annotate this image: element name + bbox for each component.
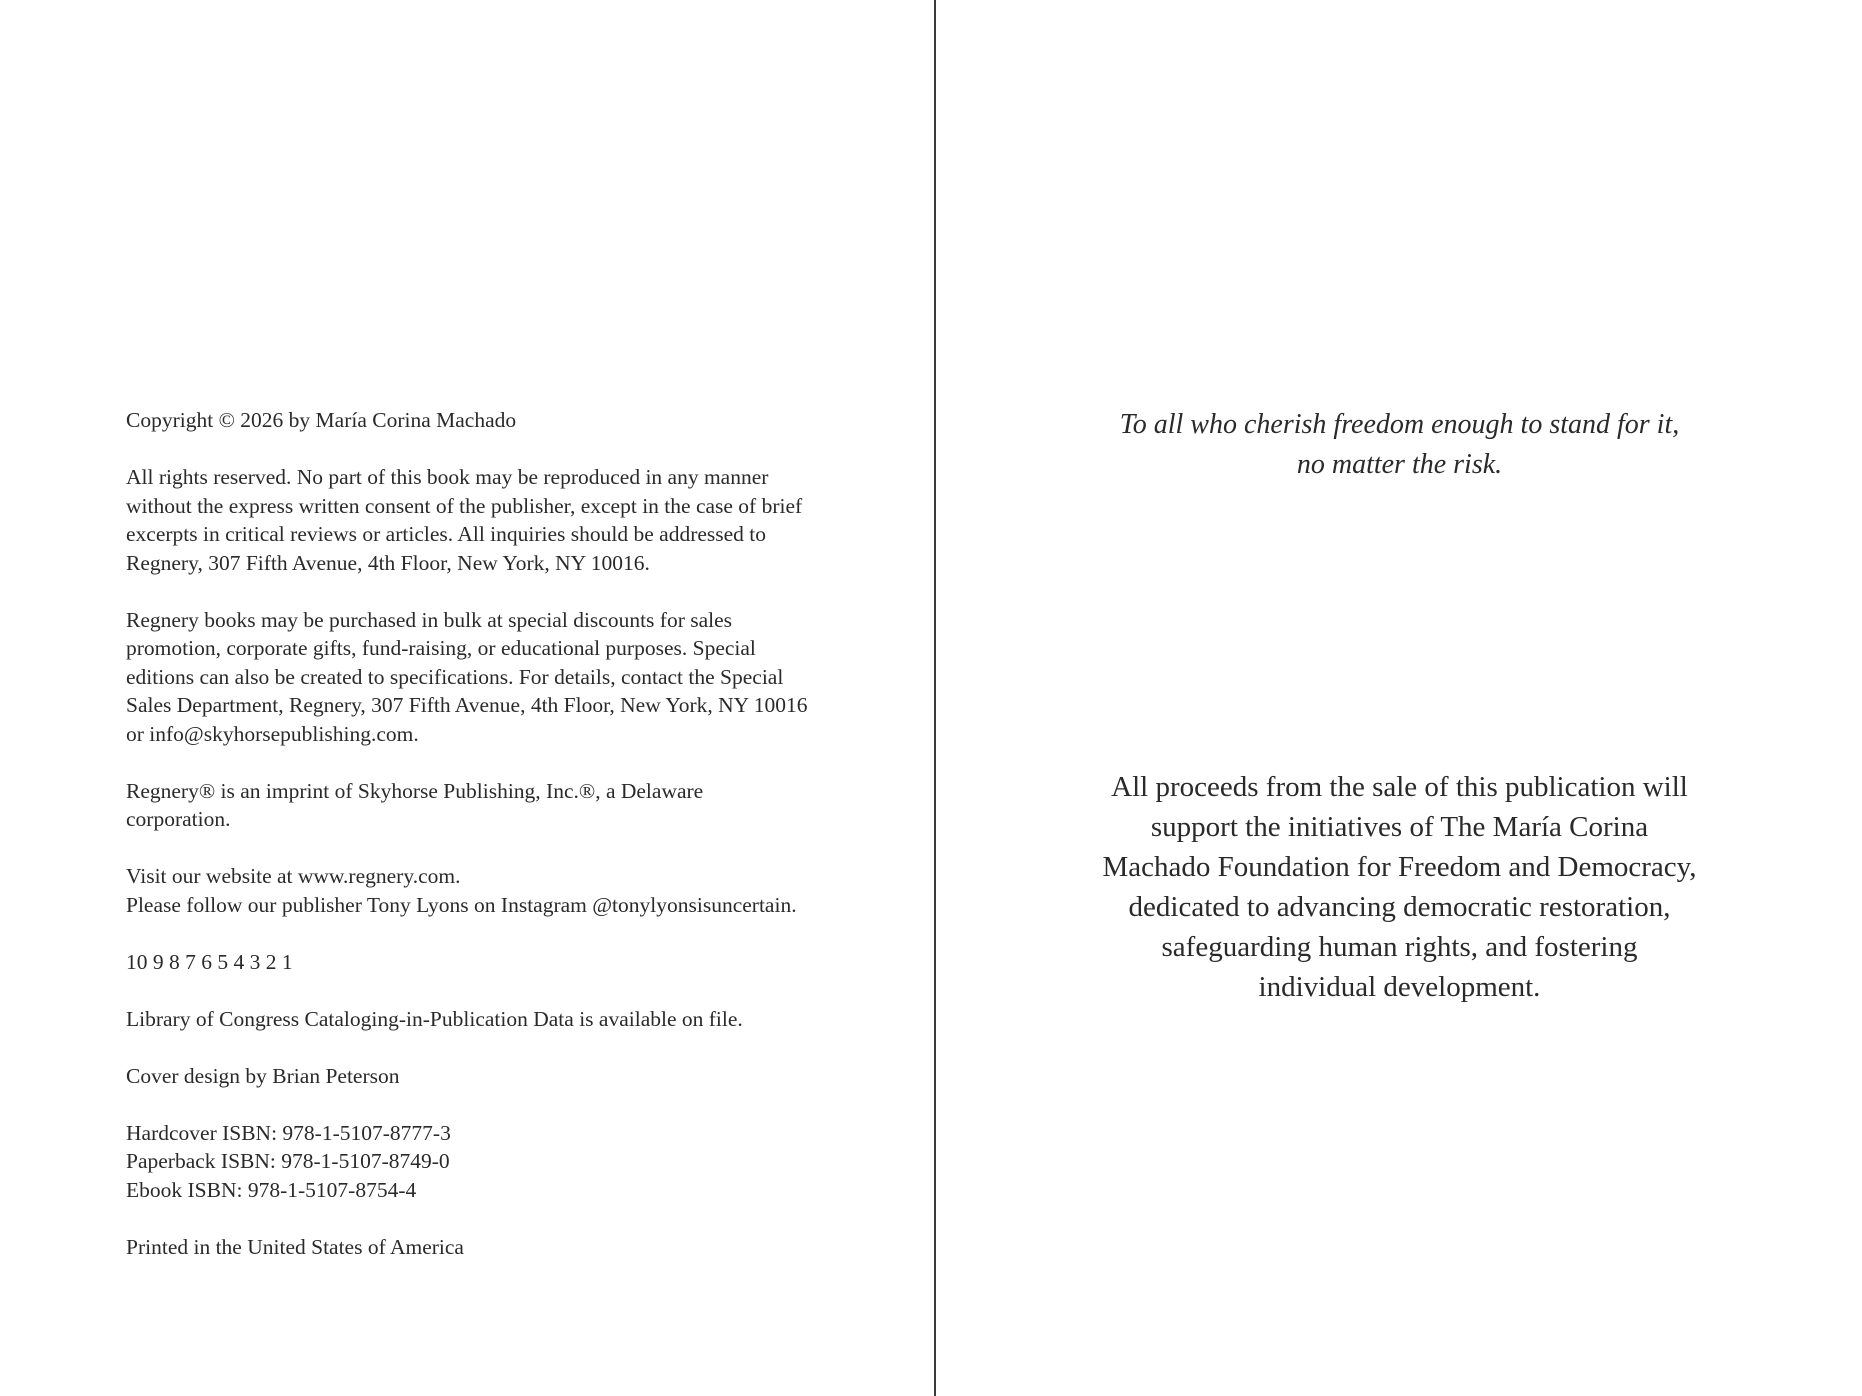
website-line: Visit our website at www.regnery.com. [126,864,461,888]
copyright-block [126,406,826,1290]
proceeds-line: safeguarding human rights, and fostering [1161,931,1638,963]
dedication-line: To all who cherish freedom enough to stand for it, [1119,409,1680,440]
proceeds-line: Machado Foundation for Freedom and Democracy, [1102,851,1697,883]
bulk-sales-statement: Regnery books may be purchased in bulk at special discounts for sales promotion, corporate gifts, fund-raising, or educational purposes. Special editions can also be created to specifications. For details, contact the Special Sales Department, Regnery, 307 Fifth Avenue, 4th Floor, New York, NY 10016 or info@skyhorsepublishing.com. [126,607,808,746]
copyright-notice: Copyright © 2026 by María Corina Machado [126,408,517,432]
book-spine-divider [934,0,936,1396]
dedication-page [937,0,1862,1396]
imprint-statement: Regnery® is an imprint of Skyhorse Publishing, Inc.®, a Delaware corporation. [126,778,704,831]
dedication [937,405,1862,485]
proceeds-line: All proceeds from the sale of this publication will [1111,771,1688,803]
dedication-line: no matter the risk. [1296,449,1503,480]
proceeds-line: support the initiatives of The María Corina [1150,811,1649,843]
rights-statement: All rights reserved. No part of this book may be reproduced in any manner without the express written consent of the publisher, except in the case of brief excerpts in critical reviews or articles. All inquiries should be addressed to Regnery, 307 Fifth Avenue, 4th Floor, New York, NY 10016. [126,465,803,575]
isbn-ebook: Ebook ISBN: 978-1-5107-8754-4 [126,1177,417,1202]
isbn-hardcover: Hardcover ISBN: 978-1-5107-8777-3 [126,1120,451,1145]
cip-statement: Library of Congress Cataloging-in-Publication Data is available on file. [126,1006,743,1031]
proceeds-statement [937,767,1862,1007]
proceeds-line: individual development. [1258,971,1541,1003]
isbn-paperback: Paperback ISBN: 978-1-5107-8749-0 [126,1149,450,1173]
printed-in: Printed in the United States of America [126,1234,464,1259]
proceeds-line: dedicated to advancing democratic restoration, [1128,891,1671,923]
cover-design-credit: Cover design by Brian Peterson [126,1063,400,1088]
printing-line: 10 9 8 7 6 5 4 3 2 1 [126,949,293,974]
instagram-line: Please follow our publisher Tony Lyons on Instagram @tonylyonsisuncertain. [126,892,797,917]
